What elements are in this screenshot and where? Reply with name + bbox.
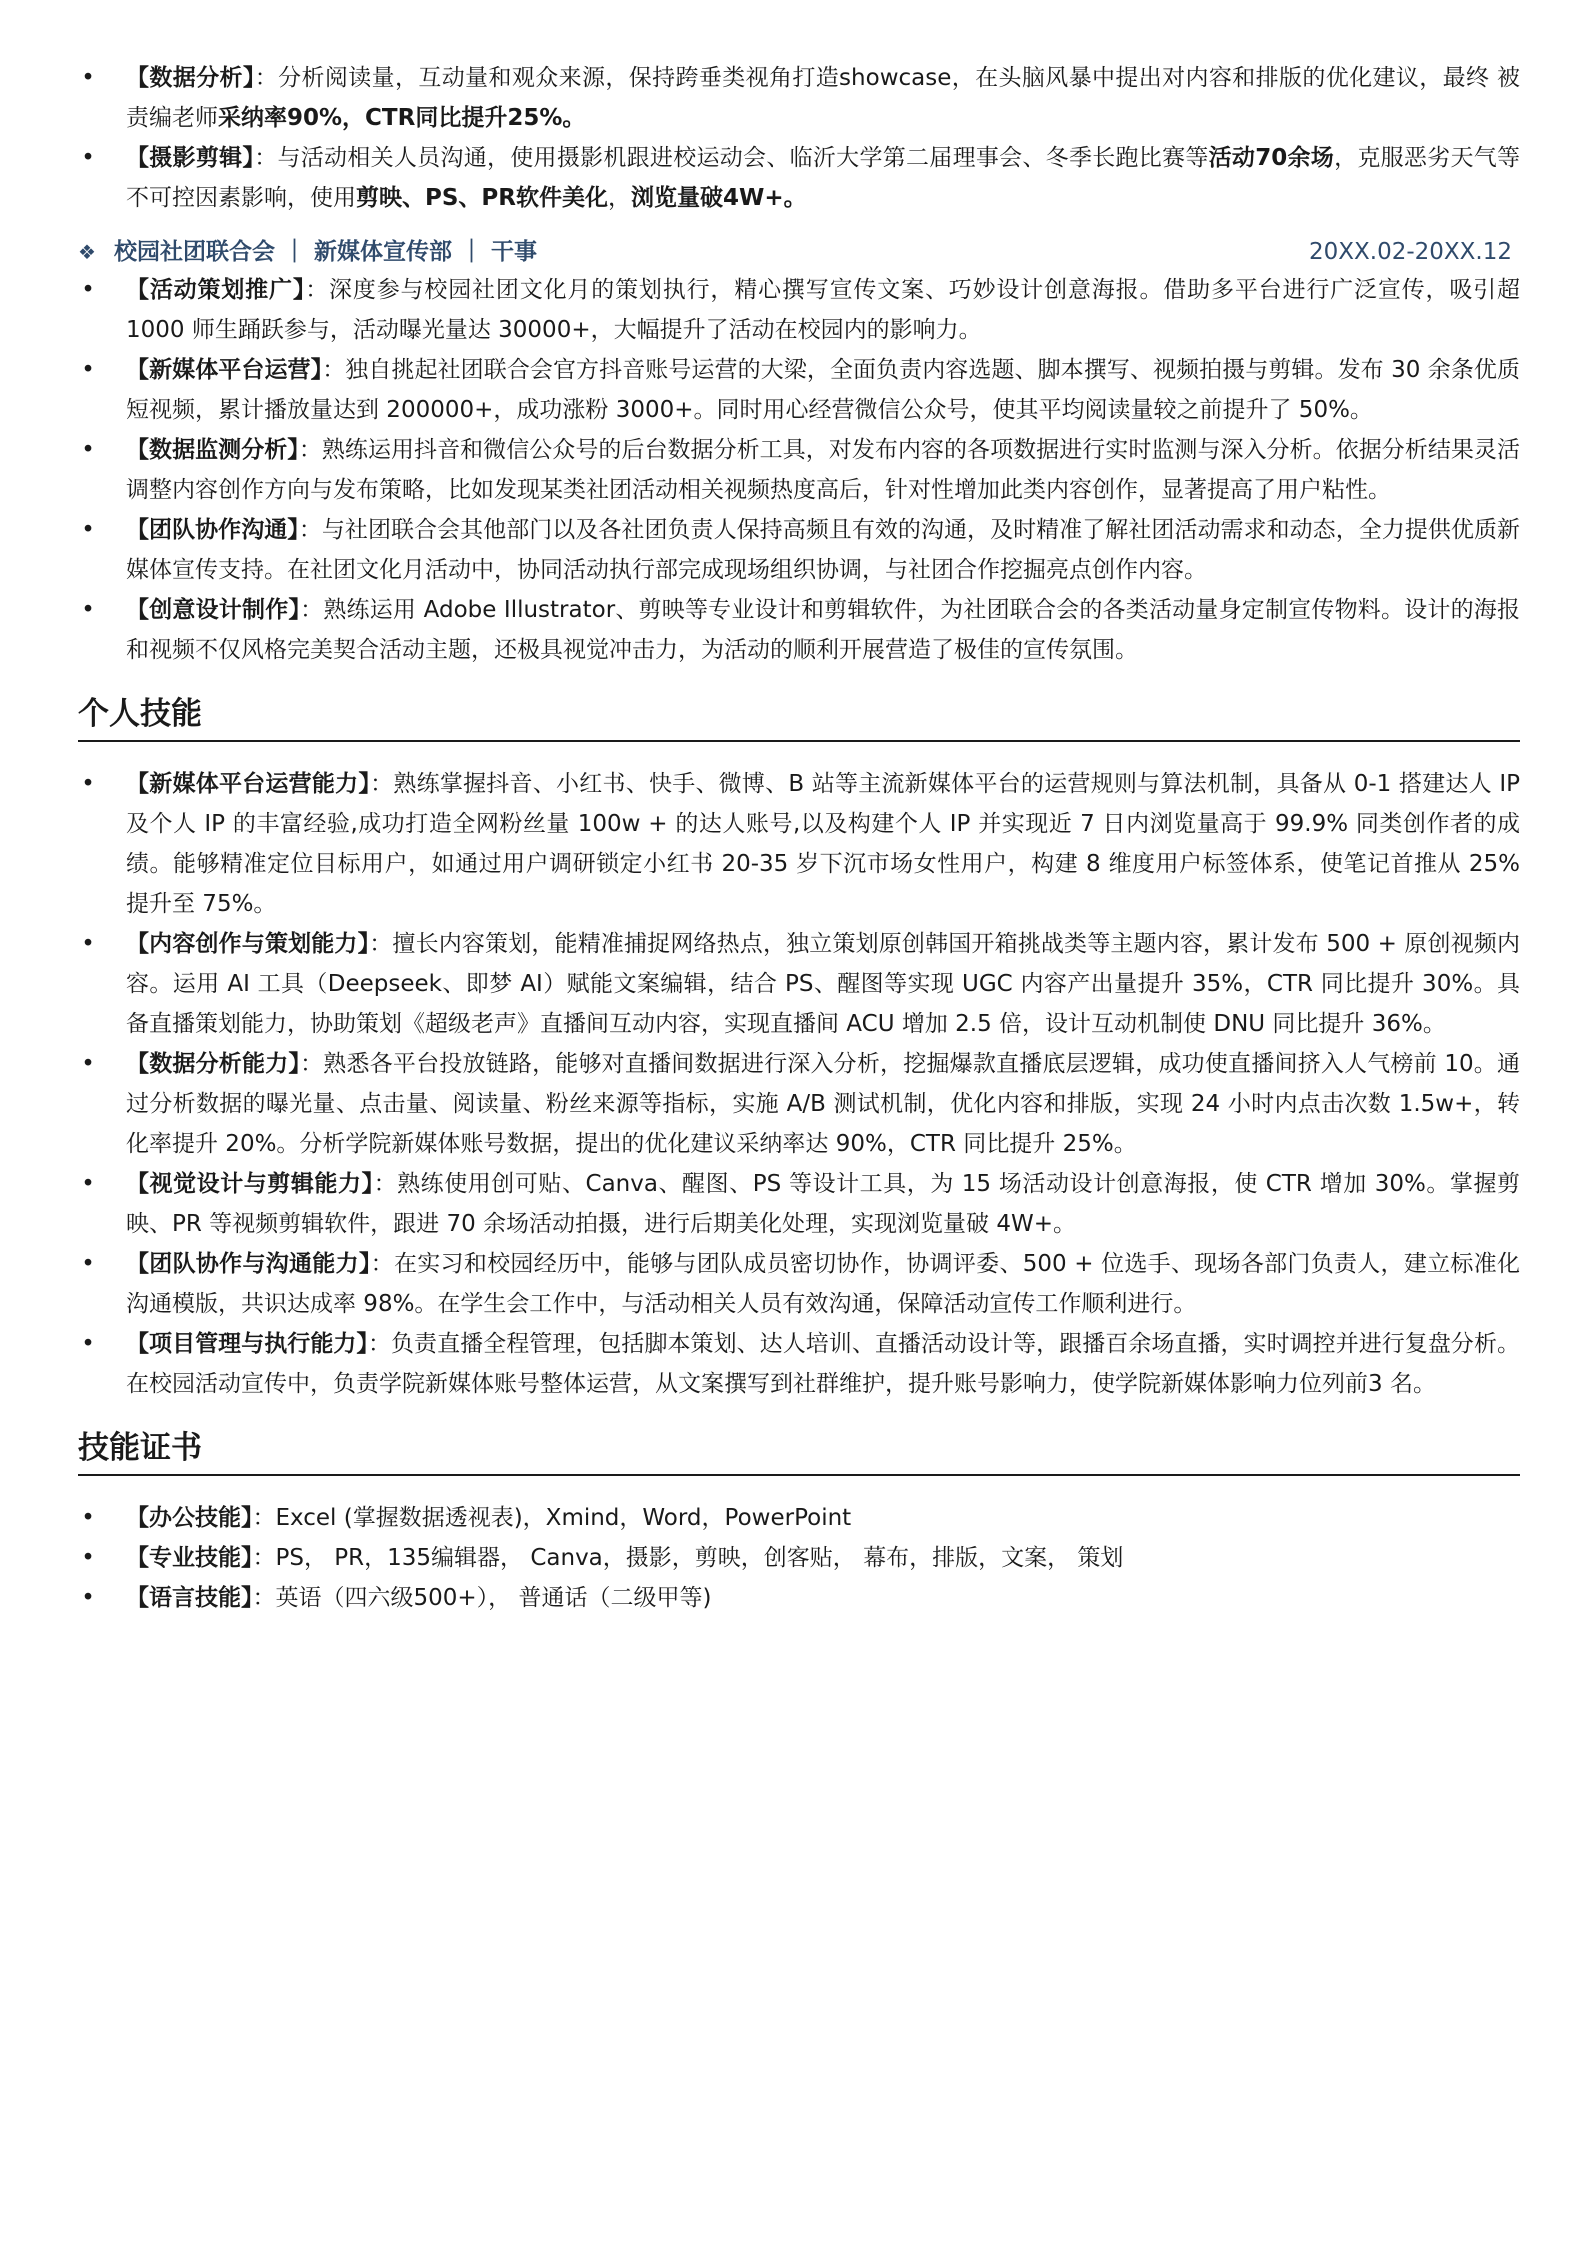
bullet-dot-icon: • [81, 357, 95, 383]
bullet-text: ， [608, 185, 631, 211]
bullet-item [78, 510, 1520, 590]
bullet-item [78, 430, 1520, 510]
bullet-dot-icon: • [81, 1585, 95, 1611]
bullet-text: ：独自挑起社团联合会官方抖音账号运营的大梁，全面负责内容选题、脚本撰写、视频拍摄与剪辑。发布 30 余条优质短视频，累计播放量达到 200000+，成功涨粉 3000+。同时用心经营微信公众号，使其平均阅读量较之前提升了 50%。 [126, 357, 1521, 423]
bullet-text: ：与活动相关人员沟通，使用摄影机跟进校运动会、临沂大学第二届理事会、冬季长跑比赛等 [254, 145, 1209, 171]
bullet-highlight: 采纳率90%，CTR同比提升25%。 [218, 105, 586, 131]
section-title-skills: 个人技能 [78, 692, 1520, 742]
bullet-item [78, 924, 1520, 1044]
bullet-dot-icon: • [81, 145, 95, 171]
bullet-item [78, 350, 1520, 430]
bullet-dot-icon: • [81, 1251, 95, 1277]
bullet-tag: 【摄影剪辑】 [126, 145, 255, 171]
bullet-item [78, 1244, 1520, 1324]
skills-bullet-list [78, 764, 1520, 1404]
bullet-dot-icon: • [81, 1545, 95, 1571]
bullet-item [78, 1044, 1520, 1164]
org-header [78, 234, 1520, 270]
bullet-dot-icon: • [81, 517, 95, 543]
bullet-tag: 【团队协作与沟通能力】 [126, 1251, 371, 1277]
bullet-text: ：与社团联合会其他部门以及各社团负责人保持高频且有效的沟通，及时精准了解社团活动需求和动态，全力提供优质新媒体宣传支持。在社团文化月活动中，协同活动执行部完成现场组织协调，与社团合作挖掘亮点创作内容。 [126, 517, 1521, 583]
bullet-dot-icon: • [81, 931, 95, 957]
diamond-icon: ❖ [78, 240, 96, 264]
bullet-tag: 【新媒体平台运营】 [126, 357, 323, 383]
bullet-dot-icon: • [81, 277, 95, 303]
bullet-text: ：Excel (掌握数据透视表)，Xmind，Word，PowerPoint [252, 1505, 852, 1531]
bullet-item [78, 1324, 1520, 1404]
bullet-dot-icon: • [81, 1505, 95, 1531]
bullet-text: ：在实习和校园经历中，能够与团队成员密切协作，协调评委、500 + 位选手、现场各部门负责人，建立标准化沟通模版，共识达成率 98%。在学生会工作中，与活动相关人员有效沟通，保障活动宣传工作顺利进行。 [126, 1251, 1521, 1317]
bullet-dot-icon: • [81, 437, 95, 463]
bullet-text: ：深度参与校园社团文化月的策划执行，精心撰写宣传文案、巧妙设计创意海报。借助多平台进行广泛宣传，吸引超 1000 师生踊跃参与，活动曝光量达 30000+，大幅提升了活动在校园内的影响力。 [126, 277, 1521, 343]
bullet-item [78, 764, 1520, 924]
bullet-highlight: 剪映、PS、PR软件美化 [356, 185, 608, 211]
bullet-dot-icon: • [81, 597, 95, 623]
org-date: 20XX.02-20XX.12 [1308, 239, 1512, 265]
bullet-tag: 【视觉设计与剪辑能力】 [126, 1171, 374, 1197]
bullet-item [78, 270, 1520, 350]
bullet-tag: 【团队协作沟通】 [126, 517, 299, 543]
bullet-text: ：分析阅读量，互动量和观众来源，保持跨垂类视角打造showcase，在头脑风暴中提出对内容和排版的优化建议，最终 被责编老师 [126, 65, 1521, 131]
bullet-dot-icon: • [81, 1171, 95, 1197]
bullet-text: ：熟练掌握抖音、小红书、快手、微博、B 站等主流新媒体平台的运营规则与算法机制，具备从 0-1 搭建达人 IP 及个人 IP 的丰富经验,成功打造全网粉丝量 100w + 的达人账号,以及构建个人 IP 并实现近 7 日内浏览量高于 99.9% 同类创作者的成绩。能够精准定位目标用户，如通过用户调研锁定小红书 20-35 岁下沉市场女性用户，构建 8 维度用户标签体系，使笔记首推从 25% 提升至 75%。 [126, 771, 1521, 917]
org-title: 校园社团联合会 ｜ 新媒体宣传部 ｜ 干事 [114, 239, 538, 265]
bullet-dot-icon: • [81, 65, 95, 91]
bullet-item [78, 1498, 1520, 1538]
certs-bullet-list [78, 1498, 1520, 1618]
bullet-tag: 【数据分析能力】 [126, 1051, 301, 1077]
bullet-highlight: 浏览量破4W+。 [631, 185, 807, 211]
resume-page [78, 58, 1520, 1618]
bullet-text: ：熟悉各平台投放链路，能够对直播间数据进行深入分析，挖掘爆款直播底层逻辑，成功使直播间挤入人气榜前 10。通过分析数据的曝光量、点击量、阅读量、粉丝来源等指标，实施 A/B 测试机制，优化内容和排版，实现 24 小时内点击次数 1.5w+，转化率提升 20%。分析学院新媒体账号数据，提出的优化建议采纳率达 90%，CTR 同比提升 25%。 [126, 1051, 1521, 1157]
bullet-dot-icon: • [81, 1051, 95, 1077]
bullet-text: ：负责直播全程管理，包括脚本策划、达人培训、直播活动设计等，跟播百余场直播，实时调控并进行复盘分析。在校园活动宣传中，负责学院新媒体账号整体运营，从文案撰写到社群维护，提升账号影响力，使学院新媒体影响力位列前3 名。 [126, 1331, 1521, 1397]
bullet-tag: 【新媒体平台运营能力】 [126, 771, 371, 797]
bullet-tag: 【活动策划推广】 [126, 277, 306, 303]
bullet-dot-icon: • [81, 771, 95, 797]
bullet-tag: 【数据分析】 [126, 65, 255, 91]
bullet-item [78, 58, 1520, 138]
bullet-item [78, 1538, 1520, 1578]
org-bullet-list [78, 270, 1520, 670]
bullet-tag: 【创意设计制作】 [126, 597, 301, 623]
bullet-tag: 【办公技能】 [126, 1505, 253, 1531]
bullet-text: ：熟练使用创可贴、Canva、醒图、PS 等设计工具，为 15 场活动设计创意海报，使 CTR 增加 30%。掌握剪映、PR 等视频剪辑软件，跟进 70 余场活动拍摄，进行后期美化处理，实现浏览量破 4W+。 [126, 1171, 1521, 1237]
bullet-item [78, 1578, 1520, 1618]
bullet-tag: 【项目管理与执行能力】 [126, 1331, 368, 1357]
bullet-text: ：熟练运用 Adobe Illustrator、剪映等专业设计和剪辑软件，为社团联合会的各类活动量身定制宣传物料。设计的海报和视频不仅风格完美契合活动主题，还极具视觉冲击力，为活动的顺利开展营造了极佳的宣传氛围。 [126, 597, 1520, 663]
bullet-highlight: 活动70余场 [1208, 145, 1335, 171]
bullet-item [78, 590, 1520, 670]
bullet-text: ：熟练运用抖音和微信公众号的后台数据分析工具，对发布内容的各项数据进行实时监测与深入分析。依据分析结果灵活调整内容创作方向与发布策略，比如发现某类社团活动相关视频热度高后，针对性增加此类内容创作，显著提高了用户粘性。 [126, 437, 1521, 503]
bullet-text: ，克服恶劣天气等不可控因素影响，使用 [126, 145, 1521, 211]
bullet-dot-icon: • [81, 1331, 95, 1357]
bullet-tag: 【语言技能】 [126, 1585, 253, 1611]
section-title-certs: 技能证书 [78, 1426, 1520, 1476]
bullet-tag: 【专业技能】 [126, 1545, 253, 1571]
bullet-text: ：英语（四六级500+）， 普通话（二级甲等) [252, 1585, 712, 1611]
bullet-text: ：擅长内容策划，能精准捕捉网络热点，独立策划原创韩国开箱挑战类等主题内容，累计发布 500 + 原创视频内容。运用 AI 工具（Deepseek、即梦 AI）赋能文案编辑，结合 PS、醒图等实现 UGC 内容产出量提升 35%，CTR 同比提升 30%。具备直播策划能力，协助策划《超级老声》直播间互动内容，实现直播间 ACU 增加 2.5 倍，设计互动机制使 DNU 同比提升 36%。 [126, 931, 1521, 1037]
bullet-item [78, 1164, 1520, 1244]
bullet-tag: 【数据监测分析】 [126, 437, 299, 463]
bullet-item [78, 138, 1520, 218]
bullet-tag: 【内容创作与策划能力】 [126, 931, 370, 957]
experience-bullet-list [78, 58, 1520, 218]
bullet-text: ：PS， PR，135编辑器， Canva，摄影，剪映，创客贴， 幕布，排版，文案， 策划 [252, 1545, 1124, 1571]
